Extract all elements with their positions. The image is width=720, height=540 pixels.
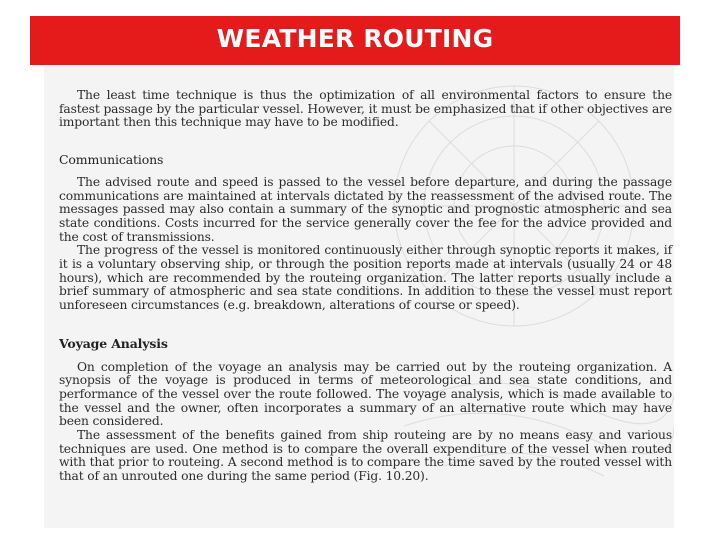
communications-paragraph-2: The progress of the vessel is monitored continuously either through synoptic reports it makes, if it is a voluntary observing ship, or through the position reports made at intervals (usually 24 or 48 hours), which are recommended by the routeing organization. The latter reports usually include a brief summary of atmospheric and sea state conditions. In addition to these the vessel must report unforeseen circumstances (e.g. breakdown, alterations of course or speed).	[59, 243, 672, 313]
slide-title: WEATHER ROUTING	[216, 24, 494, 53]
voyage-analysis-paragraph-1: On completion of the voyage an analysis may be carried out by the routeing organization. A synopsis of the voyage is produced in terms of meteorological and sea state conditions, and performance of the vessel over the route followed. The voyage analysis, which is made available to the vessel and the owner, often incorporates a summary of an alternative route which may have been considered.	[59, 359, 672, 429]
communications-heading: Communications	[59, 152, 164, 168]
voyage-analysis-heading: Voyage Analysis	[59, 335, 168, 351]
voyage-analysis-paragraph-2: The assessment of the benefits gained from ship routeing are by no means easy and various techniques are used. One method is to compare the overall expenditure of the vessel when routed with that prior to routeing. A second method is to compare the time saved by the routed vessel with that of an unrouted one during the same period (Fig. 10.20).	[59, 428, 672, 484]
title-banner	[30, 16, 680, 65]
communications-paragraph-1: The advised route and speed is passed to the vessel before departure, and during the passage communications are maintained at intervals dictated by the reassessment of the advised route. The messages passed may also contain a summary of the synoptic and prognostic atmospheric and sea state conditions. Costs incurred for the service generally cover the fee for the advice provided and the cost of transmissions.	[59, 174, 672, 244]
document-text	[59, 89, 672, 484]
scanned-page	[44, 66, 674, 528]
intro-paragraph: The least time technique is thus the optimization of all environmental factors to ensure the fastest passage by the particular vessel. However, it must be emphasized that if other objectives are important then this technique may have to be modified.	[59, 88, 672, 130]
